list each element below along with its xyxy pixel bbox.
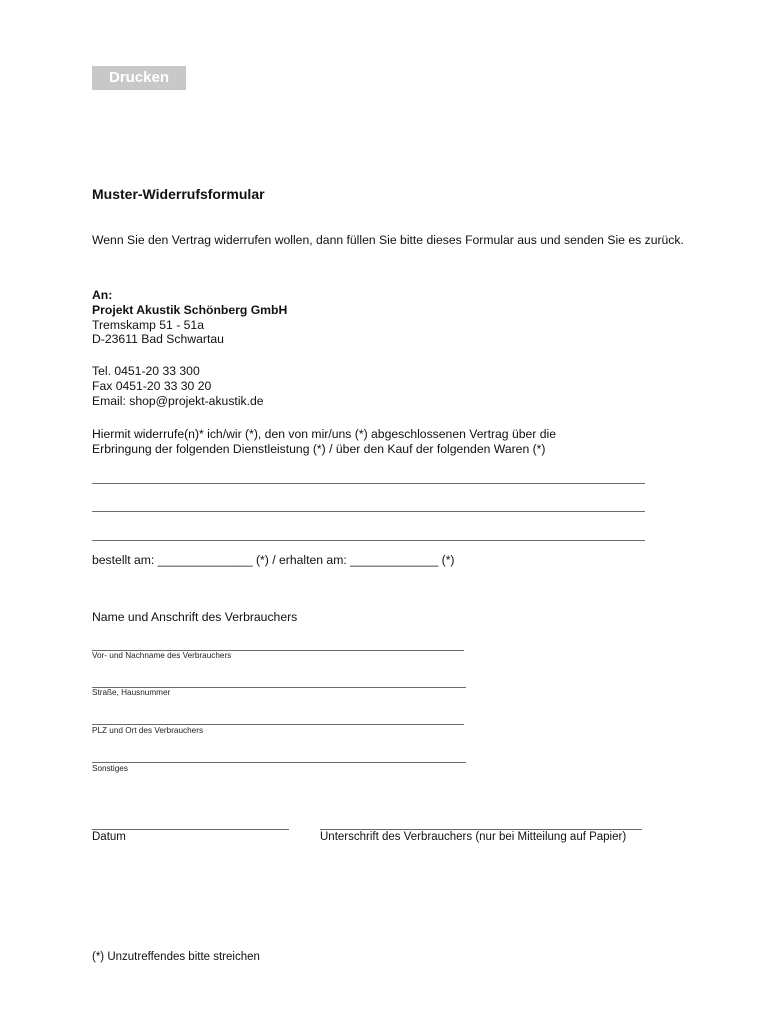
statement-line: Erbringung der folgenden Dienstleistung (*) / über den Kauf der folgenden Waren (*) [92, 442, 546, 456]
date-label: Datum [92, 831, 126, 843]
date-field-line[interactable] [92, 829, 289, 830]
form-title: Muster-Widerrufsformular [92, 186, 265, 202]
name-field-label: Vor- und Nachname des Verbrauchers [92, 651, 232, 660]
street-field-label: Straße, Hausnummer [92, 688, 171, 697]
signature-field-line[interactable] [320, 829, 642, 830]
goods-entry-line[interactable] [92, 483, 645, 484]
other-field-line[interactable] [92, 762, 466, 763]
recipient-fax: Fax 0451-20 33 30 20 [92, 378, 212, 393]
city-field-label: PLZ und Ort des Verbrauchers [92, 726, 204, 735]
withdrawal-statement [92, 427, 556, 457]
recipient-street: Tremskamp 51 - 51a [92, 317, 204, 332]
city-field-line[interactable] [92, 724, 464, 725]
footnote: (*) Unzutreffendes bitte streichen [92, 951, 260, 963]
recipient-email: Email: shop@projekt-akustik.de [92, 393, 264, 408]
recipient-company: Projekt Akustik Schönberg GmbH [92, 302, 288, 317]
ordered-received-line: bestellt am: ______________ (*) / erhalten am: _____________ (*) [92, 553, 455, 567]
recipient-address [92, 288, 287, 347]
other-field-label: Sonstiges [92, 764, 128, 773]
recipient-label: An: [92, 288, 113, 302]
statement-line: Hiermit widerrufe(n)* ich/wir (*), den von mir/uns (*) abgeschlossenen Vertrag über die [92, 427, 556, 441]
recipient-contact [92, 364, 264, 408]
goods-entry-line[interactable] [92, 511, 645, 512]
consumer-heading: Name und Anschrift des Verbrauchers [92, 610, 298, 624]
print-button[interactable]: Drucken [92, 66, 186, 90]
signature-label: Unterschrift des Verbrauchers (nur bei Mitteilung auf Papier) [320, 831, 627, 843]
intro-text: Wenn Sie den Vertrag widerrufen wollen, dann füllen Sie bitte dieses Formular aus und senden Sie es zurück. [92, 233, 684, 247]
recipient-city: D-23611 Bad Schwartau [92, 332, 224, 347]
recipient-phone: Tel. 0451-20 33 300 [92, 364, 200, 378]
goods-entry-line[interactable] [92, 540, 645, 541]
